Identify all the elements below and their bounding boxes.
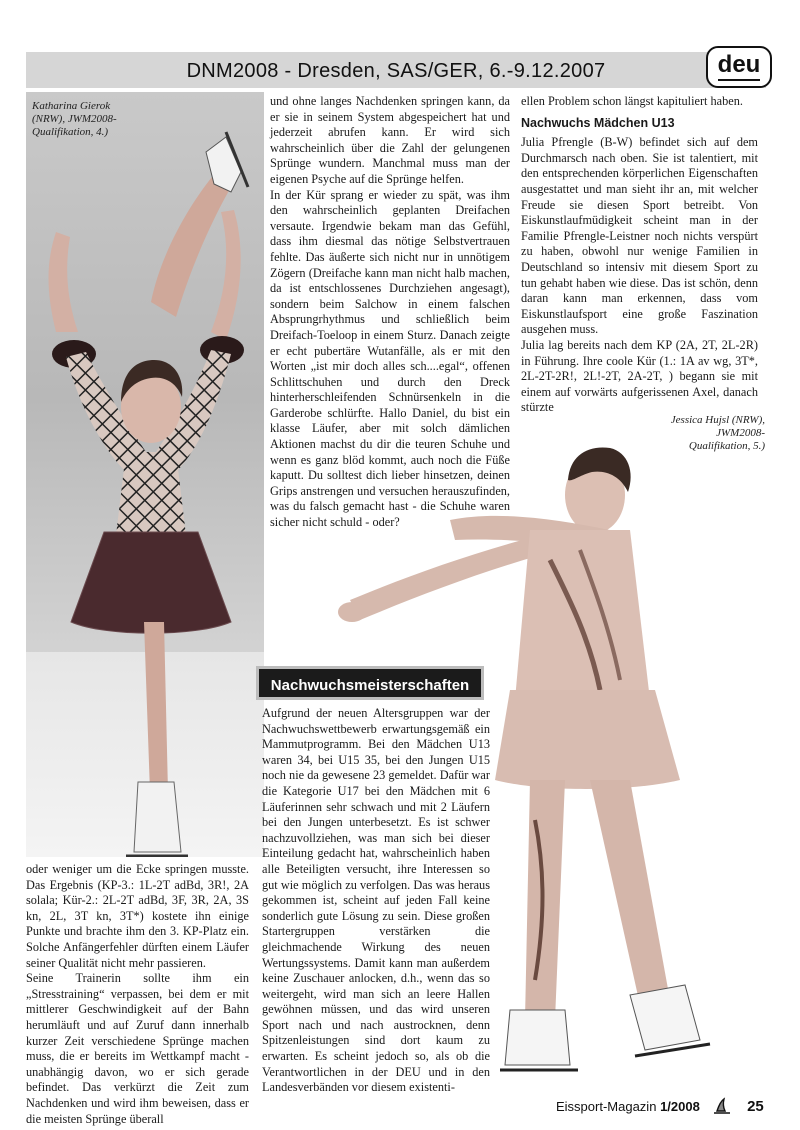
paragraph: oder weniger um die Ecke springen musste. Das Ergebnis (KP-3.: 1L-2T adBd, 3R!, 2A solala; Kür-2.: 2L-2T adBd, 3F, 3R, 2A, 3S kn, 2L, 3T kn, 3T*) kostete ihn einige Punkte und brachte ihm den 3. KP-Platz ein. Solche Anfängerfehler dürften einem Läufer seiner Qualität nicht mehr passieren. bbox=[26, 862, 249, 970]
paragraph: In der Kür sprang er wieder zu spät, was ihm den wahrscheinlich geplanten Dreifachen versaute. Irgendwie bekam man das Gefühl, dass ihm diesmal das nötige Selbstvertrauen fehlte. Das äußerte sich nicht nur in unnötigem Zögern (Dreifache kann man nicht halb machen, da ist entschlossenes Durchziehen angesagt), sondern beim Salchow in einem falschen Absprungrhythmus und schließlich beim Dreifach-Toeloop in einem Sturz. Danach zeigte er echt pubertäre Wutanfälle, als er mit den Worten „ist mir doch alles sch....egal“, offenen Schlittschuhen und durch den Dreck hinterherschleifenden Schnürsenkeln in die Garderobe schlürfte. Hallo Daniel, du bist ein klasse Läufer, aber mit solch dämlichen Aktionen machst du dir die teuren Schuhe und wenn es ganz blöd kommt, auch noch die Füße kaputt. Du solltest dich lieber hinsetzen, deinen Grips anstrengen und versuchen herauszufinden, was du falsch gemacht hast - die Schuhe waren sicher nicht schuld - oder? bbox=[270, 187, 510, 530]
caption-left: Katharina Gierok (NRW), JWM2008-Qualifikation, 4.) bbox=[32, 100, 117, 138]
column-middle-bottom bbox=[262, 706, 490, 1096]
skater-logo-icon bbox=[711, 1097, 733, 1115]
deu-logo: deu bbox=[706, 46, 772, 88]
section-heading-nachwuchsmeisterschaften: Nachwuchsmeisterschaften bbox=[256, 666, 484, 700]
paragraph: und ohne langes Nachdenken springen kann, da er sie in seinem System abgespeichert hat und jederzeit abrufen kann. Er wird sich wahrscheinlich über die Zahl der gelungenen Sprünge wundern. Manchmal muss man der eigenen Psyche auf die Sprünge helfen. bbox=[270, 94, 510, 186]
column-left-bottom bbox=[26, 862, 249, 1127]
column-right-top bbox=[521, 94, 758, 416]
paragraph: Aufgrund der neuen Altersgruppen war der Nachwuchswettbewerb erwartungsgemäß ein Mammutprogramm. Bei den Mädchen U13 waren 34, bei U15 35, bei den Jungen U15 noch nie da gewesene 23 gemeldet. Dafür war die Kategorie U17 bei den Mädchen mit 6 Läuferinnen sehr schwach und mit 2 Läufern bei den Jungen unterbesetzt. Es ist schwer nachzuvollziehen, was man sich bei dieser Einteilung gedacht hat, wahrscheinlich haben alle Beteiligten versucht, ihre Interessen so gut wie möglich zu verfolgen. Das was heraus gekommen ist, scheint auf jeden Fall keine sonderlich gute Lösung zu sein. Diese großen Startergruppen verstärken die gleichmachende Wirkung des neuen Wertungssystems. Damit kann man außerdem keine Zuschauer anlocken, d.h., wenn das so weitergeht, wird man sich an leere Hallen gewöhnen müssen, und das wird unseren Sport nach und nach austrocknen, denn Spitzenleistungen sind dort kaum zu erwarten. Es scheint jedoch so, als ob die Verantwortlichen in der DEU und in den Landesverbänden vor diesem existenti- bbox=[262, 706, 490, 1095]
page-title: DNM2008 - Dresden, SAS/GER, 6.-9.12.2007 bbox=[186, 60, 606, 82]
skater-figure-left bbox=[26, 92, 264, 857]
paragraph: Julia lag bereits nach dem KP (2A, 2T, 2L-2R) in Führung. Ihre coole Kür (1.: 1A av wg, 3T*, 2L-2T-2R!, 2L!-2T, 2A-2T, ) begann sie mit einem auf vorwärts aufgerissenen Axel, danach stürzte bbox=[521, 337, 758, 415]
caption-right: Jessica Hujsl (NRW), JWM2008-Qualifikation, 5.) bbox=[670, 414, 765, 452]
page-number: 25 bbox=[747, 1098, 764, 1115]
paragraph: Seine Trainerin sollte ihm ein „Stresstraining“ verpassen, bei dem er mit mittlerer Geschwindigkeit auf der Bahn herumläuft und auf Zuruf dann innerhalb kurzer Zeit verschiedene Sprünge machen muss, die er bereits im Wettkampf macht - unabhängig davon, wo er sich gerade befindet. Das verkürzt die Zeit zum Nachdenken und wird ihm beweisen, dass er die meisten Sprünge überall bbox=[26, 971, 249, 1126]
paragraph: ellen Problem schon längst kapituliert haben. bbox=[521, 94, 743, 108]
paragraph: Julia Pfrengle (B-W) befindet sich auf dem Durchmarsch nach oben. Sie ist talentiert, mit den entsprechenden körperlichen Eigenschaften ausgestattet und man sieht ihr an, mit welcher Freude sie diesen Sport betreibt. Von Eiskunstlaufmüdigkeit scheint man in der Familie Pfrengle-Leistner noch nichts verspürt zu haben, obwohl nur wenige Familien in Deutschland so intensiv mit diesem Sport zu tun gehabt haben wie diese. Das ist schön, denn daran kann man erkennen, dass vom Eiskunstlaufsport eine große Faszination ausgehen muss. bbox=[521, 135, 758, 337]
subheading-nachwuchs-maedchen-u13: Nachwuchs Mädchen U13 bbox=[521, 115, 675, 130]
photo-katharina-gierok bbox=[26, 92, 264, 857]
issue-number: 1/2008 bbox=[660, 1099, 700, 1114]
column-middle-top bbox=[270, 94, 510, 531]
footer bbox=[556, 1097, 764, 1115]
magazine-name: Eissport-Magazin bbox=[556, 1099, 657, 1114]
